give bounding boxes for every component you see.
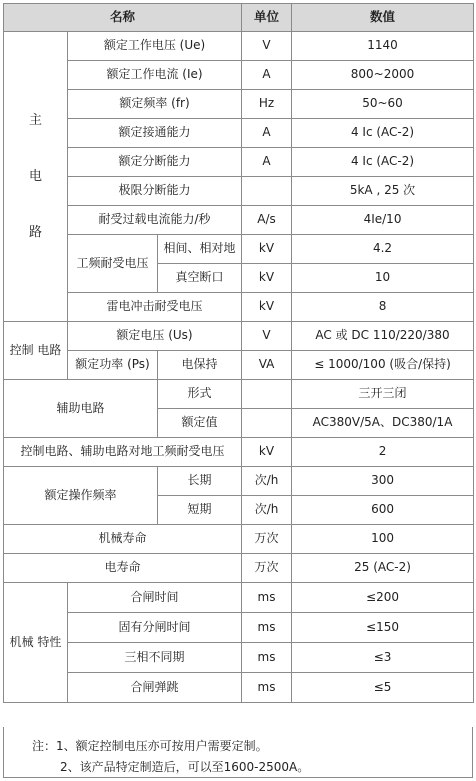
param-unit: 万次 [242, 525, 292, 554]
table-row [4, 32, 474, 61]
param-value: 4.2 [292, 235, 474, 264]
table-header-row [4, 4, 474, 32]
param-value: AC380V/5A、DC380/1A [292, 409, 474, 438]
param-value: 8 [292, 293, 474, 322]
param-name: 额定功率 (Ps) [68, 351, 158, 380]
table-row [4, 206, 474, 235]
table-row [4, 467, 474, 496]
param-value: 25 (AC-2) [292, 554, 474, 583]
table-row [4, 525, 474, 554]
table-row [4, 351, 474, 380]
param-unit: Hz [242, 90, 292, 119]
param-value: AC 或 DC 110/220/380 [292, 322, 474, 351]
table-row [4, 380, 474, 409]
param-name: 合闸时间 [68, 583, 242, 613]
group-char: 路 [28, 224, 42, 240]
table-row [4, 554, 474, 583]
param-value: 10 [292, 264, 474, 293]
param-name: 机械寿命 [4, 525, 242, 554]
param-name: 合闸弹跳 [68, 673, 242, 703]
param-value: 4 Ic (AC-2) [292, 119, 474, 148]
group-main-circuit [4, 32, 68, 322]
param-name: 耐受过载电流能力/秒 [68, 206, 242, 235]
header-name: 名称 [4, 4, 242, 32]
table-row [4, 613, 474, 643]
header-unit: 单位 [242, 4, 292, 32]
param-unit: kV [242, 438, 292, 467]
param-name: 额定电压 (Us) [68, 322, 242, 351]
param-value: ≤ 1000/100 (吸合/保持) [292, 351, 474, 380]
param-unit: kV [242, 235, 292, 264]
param-unit: ms [242, 583, 292, 613]
group-aux-circuit: 辅助电路 [4, 380, 158, 438]
group-op-freq: 额定操作频率 [4, 467, 158, 525]
param-name: 额定工作电压 (Ue) [68, 32, 242, 61]
table-row [4, 643, 474, 673]
param-name: 额定工作电流 (Ie) [68, 61, 242, 90]
param-unit [242, 177, 292, 206]
param-unit: 次/h [242, 496, 292, 525]
param-value: 2 [292, 438, 474, 467]
param-unit: kV [242, 293, 292, 322]
table-row [4, 235, 474, 264]
table-row [4, 119, 474, 148]
table-row [4, 583, 474, 613]
param-value: ≤5 [292, 673, 474, 703]
param-name: 控制电路、辅助电路对地工频耐受电压 [4, 438, 242, 467]
param-unit: VA [242, 351, 292, 380]
param-value: 100 [292, 525, 474, 554]
param-unit: A [242, 119, 292, 148]
header-value: 数值 [292, 4, 474, 32]
param-name: 额定分断能力 [68, 148, 242, 177]
param-unit: V [242, 32, 292, 61]
param-value: 600 [292, 496, 474, 525]
param-unit: 万次 [242, 554, 292, 583]
param-name: 电寿命 [4, 554, 242, 583]
param-unit: A [242, 61, 292, 90]
param-unit: kV [242, 264, 292, 293]
param-unit: 次/h [242, 467, 292, 496]
table-row [4, 177, 474, 206]
param-unit [242, 380, 292, 409]
note-line: 2、该产品特定制造后，可以至1600-2500A。 [60, 760, 310, 774]
param-value: 5kA , 25 次 [292, 177, 474, 206]
param-subname: 电保持 [158, 351, 242, 380]
param-value: ≤3 [292, 643, 474, 673]
param-value: ≤200 [292, 583, 474, 613]
table-row [4, 148, 474, 177]
param-name: 额定接通能力 [68, 119, 242, 148]
notes-box [3, 727, 473, 778]
param-subname: 额定值 [158, 409, 242, 438]
param-value: 300 [292, 467, 474, 496]
param-unit: V [242, 322, 292, 351]
param-subname: 长期 [158, 467, 242, 496]
param-unit [242, 409, 292, 438]
param-unit: A/s [242, 206, 292, 235]
group-char: 电 [28, 168, 42, 184]
param-subname: 短期 [158, 496, 242, 525]
param-value: 1140 [292, 32, 474, 61]
table-row [4, 293, 474, 322]
group-mechanical-props: 机械 特性 [4, 583, 68, 703]
param-value: 4Ie/10 [292, 206, 474, 235]
table-row [4, 322, 474, 351]
note-line: 注：1、额定控制电压亦可按用户需要定制。 [32, 739, 268, 753]
param-name: 固有分闸时间 [68, 613, 242, 643]
param-unit: ms [242, 673, 292, 703]
param-unit: ms [242, 613, 292, 643]
param-value: ≤150 [292, 613, 474, 643]
table-row [4, 438, 474, 467]
param-value: 三开三闭 [292, 380, 474, 409]
param-subname: 形式 [158, 380, 242, 409]
param-name: 额定频率 (fr) [68, 90, 242, 119]
param-name: 三相不同期 [68, 643, 242, 673]
param-subname: 真空断口 [158, 264, 242, 293]
param-unit: ms [242, 643, 292, 673]
param-name: 极限分断能力 [68, 177, 242, 206]
param-subname: 相间、相对地 [158, 235, 242, 264]
param-unit: A [242, 148, 292, 177]
param-name: 雷电冲击耐受电压 [68, 293, 242, 322]
param-value: 50~60 [292, 90, 474, 119]
param-value: 800~2000 [292, 61, 474, 90]
spec-table [3, 3, 474, 703]
group-char: 主 [28, 112, 42, 128]
group-control-circuit: 控制 电路 [4, 322, 68, 380]
param-name: 工频耐受电压 [68, 235, 158, 293]
table-row [4, 673, 474, 703]
param-value: 4 Ic (AC-2) [292, 148, 474, 177]
table-row [4, 61, 474, 90]
table-row [4, 90, 474, 119]
